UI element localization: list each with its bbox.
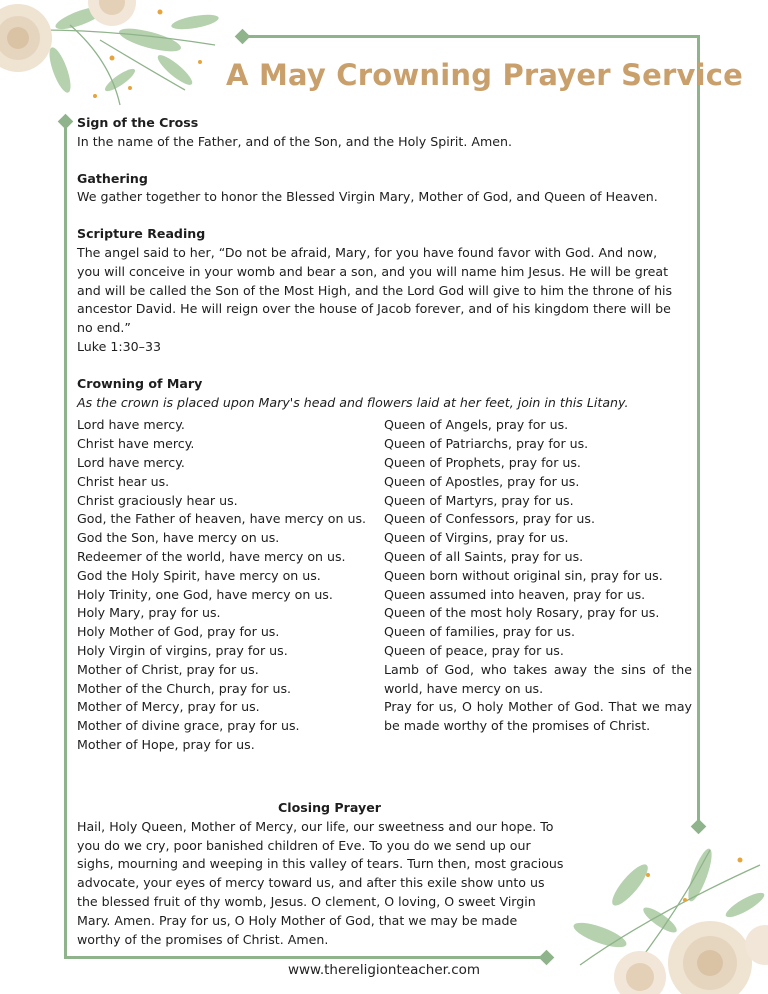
sign-of-cross-section	[77, 114, 697, 152]
litany-line: Christ hear us.	[77, 473, 170, 489]
section-heading: Sign of the Cross	[77, 115, 199, 130]
scripture-reading-section	[77, 225, 697, 357]
litany-line: Holy Mother of God, pray for us.	[77, 624, 280, 640]
main-content	[77, 114, 697, 773]
frame-bottom-line	[64, 956, 547, 959]
litany-line: Queen of Martyrs, pray for us.	[384, 492, 574, 508]
litany-line: Christ have mercy.	[77, 436, 195, 452]
litany-line: Queen of Confessors, pray for us.	[384, 511, 595, 527]
litany	[77, 416, 697, 754]
floral-decoration-top-left-icon	[0, 0, 225, 115]
page-title: A May Crowning Prayer Service	[226, 58, 744, 92]
litany-line: Lord have mercy.	[77, 454, 185, 470]
frame-top-line	[242, 35, 699, 38]
section-heading: Scripture Reading	[77, 226, 206, 242]
litany-line: Lamb of God, who takes away the sins of the world, have mercy on us.	[384, 661, 692, 696]
litany-line: Mother of Christ, pray for us.	[77, 661, 259, 677]
closing-prayer-text: Hail, Holy Queen, Mother of Mercy, our life, our sweetness and our hope. To you do we cry, poor banished children of Eve. To you do we send up our sighs, mourning and weeping in this valley of tears. Turn then, most gracious advocate, your eyes of mercy toward us, and after this exile show unto us the blessed fruit of thy womb, Jesus. O clement, O loving, O sweet Virgin Mary. Amen. Pray for us, O Holy Mother of God, that we may be made worthy of the promises of Christ. Amen.	[77, 818, 564, 947]
litany-line: God, the Father of heaven, have mercy on us.	[77, 511, 367, 527]
litany-line: God the Son, have mercy on us.	[77, 530, 280, 546]
section-heading: Crowning of Mary	[77, 375, 203, 391]
litany-line: Queen of Patriarchs, pray for us.	[384, 436, 589, 452]
litany-line: Mother of Hope, pray for us.	[77, 736, 255, 752]
crowning-section	[77, 375, 697, 755]
litany-line: Queen assumed into heaven, pray for us.	[384, 586, 646, 602]
frame-diamond-left-icon	[58, 114, 74, 130]
litany-line: Queen of families, pray for us.	[384, 624, 575, 640]
litany-line: Queen of Angels, pray for us.	[384, 417, 569, 433]
frame-diamond-top-icon	[235, 29, 251, 45]
litany-line: Lord have mercy.	[77, 417, 185, 433]
litany-line: Queen of Virgins, pray for us.	[384, 530, 569, 546]
closing-prayer-section	[77, 799, 582, 949]
litany-line: God the Holy Spirit, have mercy on us.	[77, 567, 321, 583]
frame-right-line	[697, 35, 700, 827]
section-text: In the name of the Father, and of the Son, and the Holy Spirit. Amen.	[77, 133, 512, 149]
litany-line: Queen of all Saints, pray for us.	[384, 548, 584, 564]
litany-line: Christ graciously hear us.	[77, 492, 238, 508]
gathering-section	[77, 170, 697, 208]
crowning-instruction: As the crown is placed upon Mary's head and flowers laid at her feet, join in this Litany.	[77, 394, 629, 410]
litany-line: Queen of Prophets, pray for us.	[384, 454, 581, 470]
litany-line: Queen of Apostles, pray for us.	[384, 473, 580, 489]
litany-line: Holy Virgin of virgins, pray for us.	[77, 642, 288, 658]
litany-line: Mother of Mercy, pray for us.	[77, 699, 260, 715]
litany-line: Mother of divine grace, pray for us.	[77, 718, 300, 734]
frame-diamond-right-icon	[691, 819, 707, 835]
litany-line: Holy Mary, pray for us.	[77, 605, 221, 621]
litany-line: Queen of the most holy Rosary, pray for us.	[384, 605, 660, 621]
section-text: The angel said to her, “Do not be afraid, Mary, for you have found favor with God. And now, you will conceive in your womb and bear a son, and you will name him Jesus. He will be great and will be called the Son of the Most High, and the Lord God will give to him the throne of his ancestor David. He will reign over the house of Jacob forever, and of his kingdom there will be no end.” Luke 1:30–33	[77, 244, 673, 354]
litany-line: Redeemer of the world, have mercy on us.	[77, 548, 346, 564]
litany-line: Holy Trinity, one God, have mercy on us.	[77, 586, 333, 602]
litany-line: Pray for us, O holy Mother of God. That we may be made worthy of the promises of Christ.	[384, 699, 692, 734]
frame-left-line	[64, 121, 67, 957]
litany-line: Queen born without original sin, pray for us.	[384, 567, 663, 583]
section-text: We gather together to honor the Blessed Virgin Mary, Mother of God, and Queen of Heaven.	[77, 189, 658, 205]
section-heading: Gathering	[77, 170, 148, 186]
footer-website: www.thereligionteacher.com	[287, 962, 481, 978]
litany-line: Mother of the Church, pray for us.	[77, 680, 292, 696]
litany-right-column	[384, 416, 692, 754]
litany-line: Queen of peace, pray for us.	[384, 642, 564, 658]
litany-left-column	[77, 416, 384, 754]
closing-prayer-heading: Closing Prayer	[278, 800, 381, 815]
